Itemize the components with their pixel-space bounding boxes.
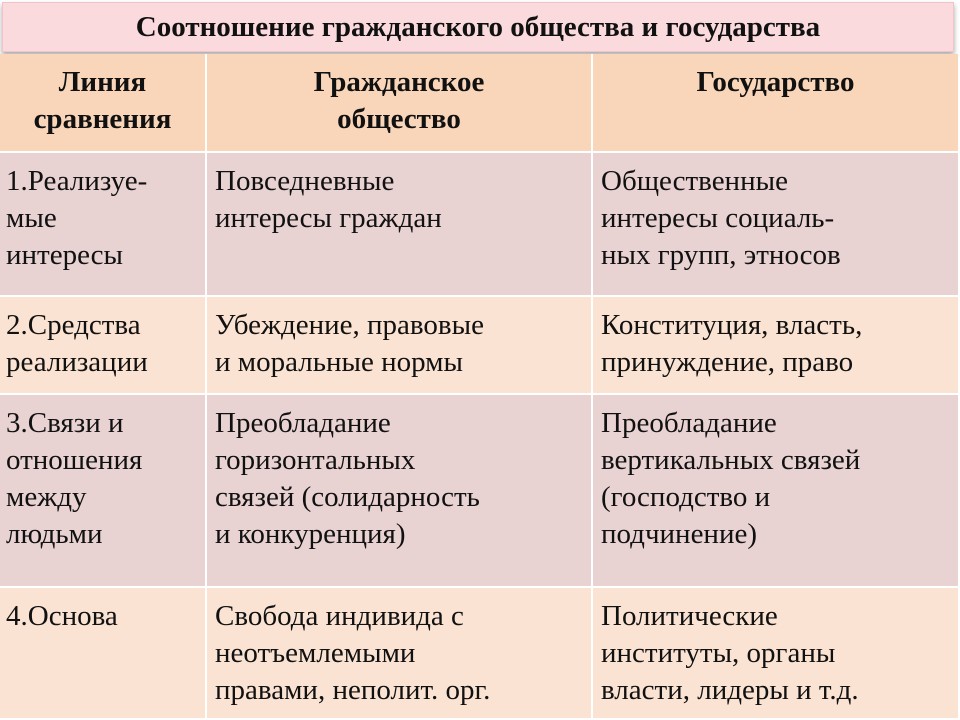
header-criterion: Линия сравнения <box>0 54 207 153</box>
header-civil-society: Гражданское общество <box>207 54 593 153</box>
row-4-criterion: 4.Основа <box>0 588 207 720</box>
row-2-civil-society: Убеждение, правовые и моральные нормы <box>207 297 593 395</box>
row-3-state: Преобладание вертикальных связей (господство и подчинение) <box>593 395 960 588</box>
row-1-civil-society: Повседневные интересы граждан <box>207 153 593 297</box>
row-1-criterion: 1.Реализуе- мые интересы <box>0 153 207 297</box>
row-2-criterion: 2.Средства реализации <box>0 297 207 395</box>
row-4-state: Политические институты, органы власти, лидеры и т.д. <box>593 588 960 720</box>
row-4-civil-society: Свобода индивида с неотъемлемыми правами, неполит. орг. <box>207 588 593 720</box>
row-2-state: Конституция, власть, принуждение, право <box>593 297 960 395</box>
comparison-table <box>0 54 960 720</box>
header-state: Государство <box>593 54 960 153</box>
row-3-criterion: 3.Связи и отношения между людьми <box>0 395 207 588</box>
slide-title: Соотношение гражданского общества и государства <box>2 2 954 52</box>
row-1-state: Общественные интересы социаль- ных групп, этносов <box>593 153 960 297</box>
row-3-civil-society: Преобладание горизонтальных связей (солидарность и конкуренция) <box>207 395 593 588</box>
